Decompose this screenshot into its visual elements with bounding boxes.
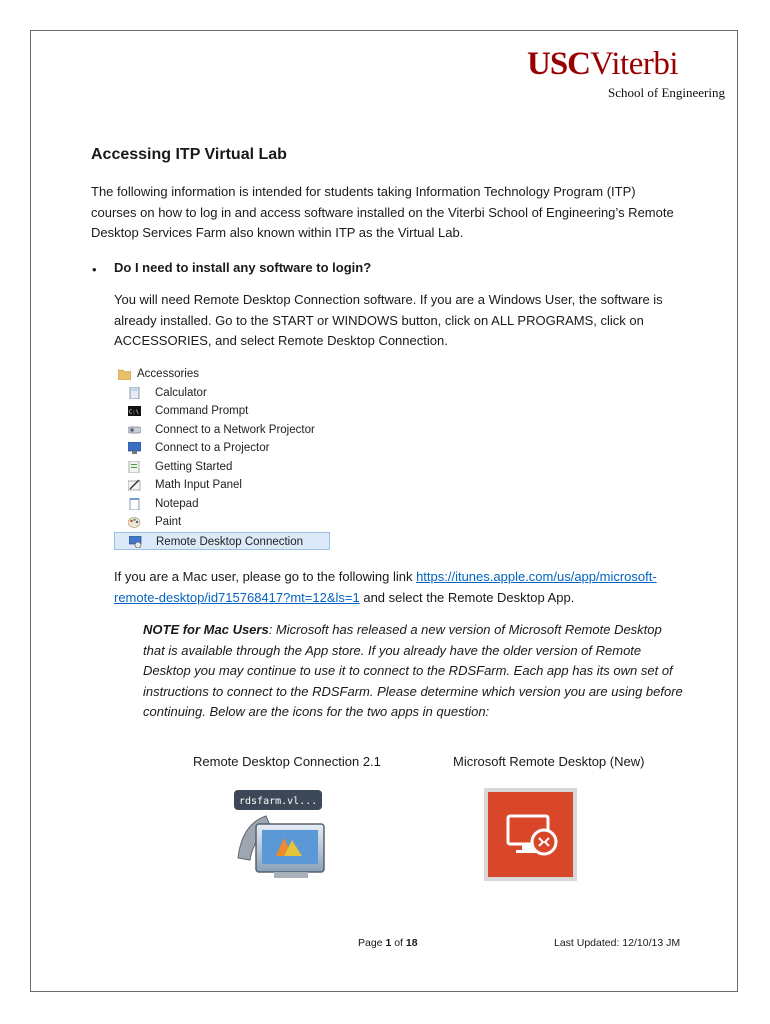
menu-item-math-input[interactable] bbox=[114, 476, 330, 494]
menu-item-notepad[interactable] bbox=[114, 495, 330, 513]
logo-subtitle: School of Engineering bbox=[608, 85, 725, 100]
menu-item-getting-started[interactable] bbox=[114, 458, 330, 476]
itunes-link[interactable]: https://itunes.apple.com/us/app/microsoft-remote-desktop/id715768417?mt=12&ls=1 bbox=[114, 569, 657, 605]
bullet-answer: You will need Remote Desktop Connection software. If you are a Windows User, the software is already installed. Go to the START or WINDOWS button, click on ALL PROGRAMS, click on ACCESSORIES, and select Remote Desktop Connection. bbox=[114, 292, 663, 348]
logo-usc: USC bbox=[527, 46, 591, 82]
menu-item-label: Command Prompt bbox=[155, 405, 249, 417]
remote-desktop-icon bbox=[129, 536, 142, 548]
mac-prefix: If you are a Mac user, please go to the following link bbox=[114, 569, 417, 584]
page-current: 1 bbox=[385, 937, 392, 949]
mac-note bbox=[143, 620, 683, 723]
math-input-icon bbox=[128, 479, 141, 491]
svg-text:C:\: C:\ bbox=[129, 409, 139, 416]
menu-item-remote-desktop[interactable] bbox=[114, 532, 330, 550]
mac-suffix: and select the Remote Desktop App. bbox=[359, 589, 575, 605]
menu-folder-accessories[interactable] bbox=[114, 365, 330, 383]
menu-folder-label: Accessories bbox=[137, 368, 199, 380]
usc-viterbi-logo bbox=[527, 46, 678, 83]
remote-desktop-connection-app-icon[interactable] bbox=[232, 786, 327, 881]
menu-item-label: Remote Desktop Connection bbox=[156, 535, 304, 548]
microsoft-remote-desktop-app-icon[interactable] bbox=[484, 788, 577, 881]
intro-paragraph: The following information is intended for students taking Information Technology Program (ITP) courses on how to log in and access software installed on the Viterbi School of Engineering’s Remote Desktop Services Farm also known within ITP as the Virtual Lab. bbox=[91, 184, 674, 240]
menu-item-command-prompt[interactable] bbox=[114, 402, 330, 420]
rdc-badge-text: rdsfarm.vl... bbox=[239, 796, 318, 807]
getting-started-icon bbox=[128, 461, 141, 473]
network-projector-icon bbox=[128, 424, 141, 436]
menu-item-calculator[interactable] bbox=[114, 384, 330, 402]
page-total: 18 bbox=[405, 937, 418, 949]
of-word: of bbox=[391, 937, 406, 949]
menu-item-paint[interactable] bbox=[114, 513, 330, 531]
msrd-caption: Microsoft Remote Desktop (New) bbox=[453, 754, 645, 769]
menu-item-label: Connect to a Network Projector bbox=[155, 423, 315, 436]
bullet-question: Do I need to install any software to login? bbox=[114, 260, 372, 275]
last-updated: Last Updated: 12/10/13 JM bbox=[554, 937, 681, 949]
menu-item-label: Calculator bbox=[155, 386, 207, 399]
command-prompt-icon bbox=[128, 405, 141, 417]
menu-item-label: Paint bbox=[155, 516, 182, 528]
menu-item-label: Math Input Panel bbox=[155, 479, 242, 491]
page-number bbox=[358, 937, 418, 949]
logo-viterbi: Viterbi bbox=[590, 46, 679, 82]
menu-item-projector[interactable] bbox=[114, 439, 330, 457]
menu-item-label: Connect to a Projector bbox=[155, 442, 270, 454]
calculator-icon bbox=[128, 387, 141, 399]
menu-item-network-projector[interactable] bbox=[114, 421, 330, 439]
note-text: : Microsoft has released a new version of Microsoft Remote Desktop that is available through the App store. If you already have the older version of Remote Desktop you may continue to use it to connect to the RDSFarm. Each app has its own set of instructions to connect to the RDSFarm. Please determine which version you are using before continuing. Below are the icons for the two apps in question: bbox=[143, 622, 683, 719]
accessories-menu bbox=[114, 365, 330, 553]
folder-icon bbox=[118, 368, 131, 380]
page-word: Page bbox=[358, 937, 386, 949]
ms-remote-desktop-icon bbox=[484, 788, 577, 881]
mac-paragraph bbox=[114, 567, 674, 608]
bullet-icon: • bbox=[92, 262, 97, 277]
menu-item-label: Notepad bbox=[155, 497, 199, 510]
page-title: Accessing ITP Virtual Lab bbox=[91, 146, 287, 163]
note-label: NOTE for Mac Users bbox=[143, 622, 269, 637]
projector-icon bbox=[128, 442, 141, 454]
paint-icon bbox=[128, 516, 141, 528]
menu-item-label: Getting Started bbox=[155, 460, 233, 473]
notepad-icon bbox=[128, 498, 141, 510]
rdc-caption: Remote Desktop Connection 2.1 bbox=[193, 754, 381, 769]
